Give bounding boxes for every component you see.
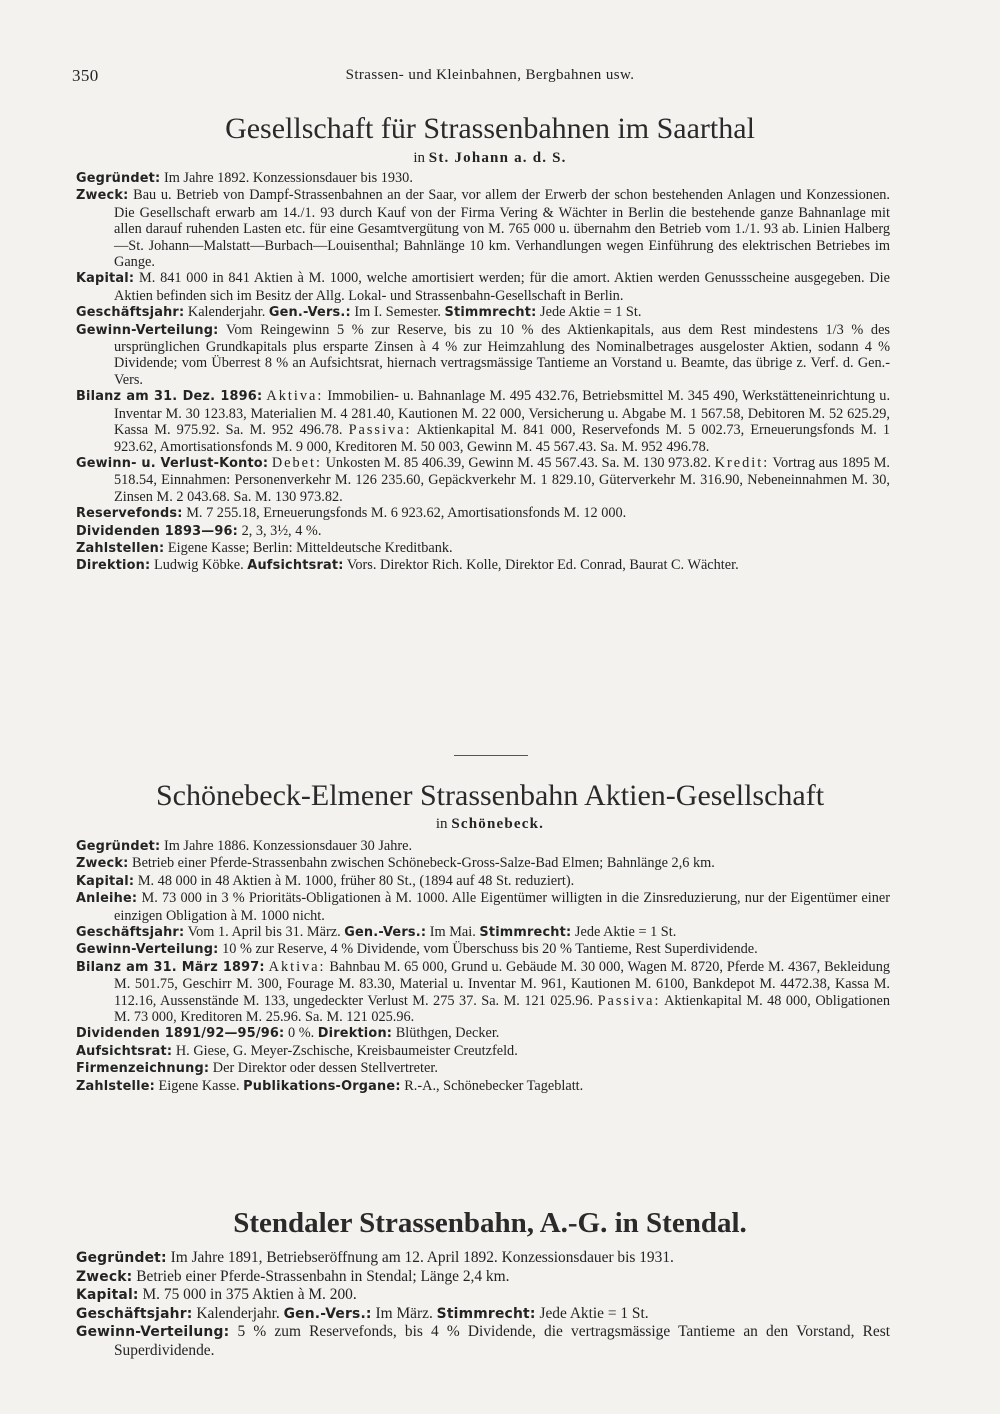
- text-gegruendet: Im Jahre 1891, Betriebseröffnung am 12. April 1892. Konzessionsdauer bis 1931.: [170, 1249, 674, 1266]
- text-direktion: Blüthgen, Decker.: [395, 1025, 500, 1042]
- label-guv: Gewinn- u. Verlust-Konto:: [76, 455, 269, 471]
- label-bilanz: Bilanz am 31. März 1897:: [76, 959, 265, 975]
- text-geschaeftsjahr: Vom 1. April bis 31. März.: [187, 924, 341, 941]
- entry-gegruendet: [76, 838, 890, 855]
- text-publikation: R.-A., Schönebecker Tageblatt.: [404, 1077, 584, 1094]
- section-body-saarthal: [76, 170, 890, 575]
- entry-geschaeftsjahr: [76, 924, 890, 941]
- entry-direktion: [76, 557, 890, 574]
- label-anleihe: Anleihe:: [76, 891, 138, 907]
- text-gegruendet: Im Jahre 1886. Konzessionsdauer 30 Jahre.: [163, 838, 413, 854]
- entry-gewinn: [76, 322, 890, 389]
- entry-geschaeftsjahr: [76, 1305, 890, 1324]
- page-header: [72, 66, 908, 90]
- entry-kapital: [76, 1286, 890, 1305]
- entry-geschaeftsjahr: [76, 304, 890, 321]
- text-gegruendet: Im Jahre 1892. Konzessionsdauer bis 1930.: [163, 170, 413, 186]
- entry-dividenden: [76, 1025, 890, 1042]
- text-reservefonds: M. 7 255.18, Erneuerungsfonds M. 6 923.62, Amortisationsfonds M. 12 000.: [186, 505, 627, 522]
- entry-gegruendet: [76, 170, 890, 187]
- label-kredit: Kredit:: [714, 454, 770, 471]
- entry-gewinn: [76, 1323, 890, 1359]
- label-zweck: Zweck:: [76, 1268, 133, 1285]
- entry-bilanz: [76, 388, 890, 455]
- label-genvers: Gen.-Vers.:: [268, 305, 351, 321]
- section-body-stendal: [76, 1249, 890, 1360]
- text-kapital: M. 75 000 in 375 Aktien à M. 200.: [142, 1286, 357, 1304]
- text-passiva: Aktienkapital M. 48 000, Obligationen M. 73 000, Kreditoren M. 25.96. Sa. M. 121 025.96.: [114, 992, 890, 1026]
- label-gegruendet: Gegründet:: [76, 171, 161, 186]
- label-reservefonds: Reservefonds:: [76, 506, 183, 522]
- entry-firmenzeichnung: [76, 1060, 890, 1077]
- label-geschaeftsjahr: Geschäftsjahr:: [76, 305, 185, 321]
- label-debet: Debet:: [271, 454, 322, 471]
- label-aktiva: Aktiva:: [268, 958, 326, 975]
- page-number: 350: [72, 66, 99, 85]
- text-kapital: M. 48 000 in 48 Aktien à M. 1000, früher 80 St., (1894 auf 48 St. reduziert).: [137, 872, 575, 889]
- label-direktion: Direktion:: [317, 1026, 393, 1042]
- section-title-stendal: Stendaler Strassenbahn, A.-G. in Stendal.: [233, 1207, 747, 1239]
- entry-zweck: [76, 1268, 890, 1287]
- text-dividenden: 0 %.: [287, 1025, 315, 1042]
- entry-anleihe: [76, 890, 890, 924]
- label-zweck: Zweck:: [76, 188, 129, 204]
- label-stimmrecht: Stimmrecht:: [444, 305, 537, 321]
- text-genvers: Im Mai.: [429, 924, 476, 941]
- label-aktiva: Aktiva:: [266, 388, 324, 405]
- text-zweck: Betrieb einer Pferde-Strassenbahn zwischen Schönebeck-Gross-Salze-Bad Elmen; Bahnlänge 2,6 km.: [132, 855, 715, 872]
- label-gewinn: Gewinn-Verteilung:: [76, 942, 219, 958]
- label-direktion: Direktion:: [76, 558, 151, 574]
- label-zweck: Zweck:: [76, 856, 129, 872]
- label-aufsichtsrat: Aufsichtsrat:: [247, 558, 344, 574]
- label-passiva: Passiva:: [348, 422, 412, 439]
- entry-aufsichtsrat: [76, 1043, 890, 1060]
- label-geschaeftsjahr: Geschäftsjahr:: [76, 925, 185, 941]
- text-zweck: Bau u. Betrieb von Dampf-Strassenbahnen an der Saar, vor allem der Erwerb der schon bestehenden Anlagen und Konzessionen. Die Gesellschaft erwarb am 14./1. 93 durch Kauf von der Firma Vering & Wächter in Berlin die bestehende ganze Bahnanlage mit allen darauf ruhenden Lasten etc. für eine Gesamtvergütung von M. 765 000 u. übernahm den Betrieb vom 1./1. 93 ab. Linien Halberg—St. Johann—Malstatt—Burbach—Louisenthal; Bahnlänge 10 km. Verhandlungen wegen Einführung des elektrischen Betriebes im Gange.: [114, 187, 891, 271]
- text-debet: Unkosten M. 85 406.39, Gewinn M. 45 567.43. Sa. M. 130 973.82.: [325, 454, 712, 471]
- label-kapital: Kapital:: [76, 271, 135, 287]
- text-aufsichtsrat: H. Giese, G. Meyer-Zschische, Kreisbaumeister Creutzfeld.: [175, 1042, 518, 1059]
- text-passiva: Aktienkapital M. 841 000, Reservefonds M. 5 002.73, Erneuerungsfonds M. 1 923.62, Amortisationsfonds M. 9 000, Kreditoren M. 50 003, Gewinn M. 45 567.43. Sa. M. 952 496.78.: [114, 422, 890, 455]
- label-geschaeftsjahr: Geschäftsjahr:: [76, 1305, 193, 1322]
- text-genvers: Im I. Semester.: [354, 304, 441, 321]
- text-zahlstellen: Eigene Kasse; Berlin: Mitteldeutsche Kreditbank.: [167, 539, 453, 556]
- text-dividenden: 2, 3, 3½, 4 %.: [241, 522, 322, 539]
- text-stimmrecht: Jede Aktie = 1 St.: [540, 304, 642, 321]
- entry-reservefonds: [76, 505, 890, 522]
- text-kapital: M. 841 000 in 841 Aktien à M. 1000, welche amortisiert werden; für die amort. Aktien werden Genussscheine ausgegeben. Die Aktien befinden sich im Besitz der Allg. Lokal- und Strassenbahn-Gesellschaft in Berlin.: [114, 270, 890, 304]
- text-anleihe: M. 73 000 in 3 % Prioritäts-Obligationen à M. 1000. Alle Eigentümer willigten in die Zinsreduzierung, nur der Eigentümer einer einzigen Obligation à M. 1000 nicht.: [114, 890, 891, 924]
- label-dividenden: Dividenden 1891/92—95/96:: [76, 1026, 285, 1042]
- label-firmenzeichnung: Firmenzeichnung:: [76, 1061, 210, 1077]
- entry-bilanz: [76, 959, 890, 1026]
- text-zweck: Betrieb einer Pferde-Strassenbahn in Stendal; Länge 2,4 km.: [136, 1267, 510, 1285]
- section-body-schoenebeck: [76, 838, 890, 1095]
- entry-zahlstellen: [76, 540, 890, 557]
- text-aufsichtsrat: Vors. Direktor Rich. Kolle, Direktor Ed. Conrad, Baurat C. Wächter.: [346, 557, 739, 574]
- entry-zweck: [76, 187, 890, 270]
- entry-gewinn: [76, 941, 890, 958]
- text-aktiva: Bahnbau M. 65 000, Grund u. Gebäude M. 30 000, Wagen M. 8720, Pferde M. 4367, Bekleidung M. 501.75, Geschirr M. 300, Fourage M. 83.30, Material u. Inventar M. 961, Kautionen M. 6100, Bankdepot M. 4472.38, Kassa M. 112.16, Aussenstände M. 133, ungedeckter Verlust M. 275 37. Sa. M. 121 025.96.: [114, 958, 891, 1009]
- text-stimmrecht: Jede Aktie = 1 St.: [539, 1304, 649, 1322]
- label-gewinn: Gewinn-Verteilung:: [76, 322, 219, 338]
- text-genvers: Im März.: [375, 1304, 433, 1322]
- label-genvers: Gen.-Vers.:: [344, 925, 427, 941]
- location-prefix: in: [413, 150, 426, 166]
- text-stimmrecht: Jede Aktie = 1 St.: [574, 924, 677, 941]
- text-aktiva: Immobilien- u. Bahnanlage M. 495 432.76, Betriebsmittel M. 345 490, Werkstätteneinrichtung u. Inventar M. 30 123.83, Materialien M. 4 281.40, Kautionen M. 22 000, Versicherung u. Abgabe M. 1 567.58, Debitoren M. 52 625.29, Kassa M. 975.92. Sa. M. 952 496.78.: [114, 388, 891, 439]
- label-kapital: Kapital:: [76, 1287, 139, 1304]
- label-gegruendet: Gegründet:: [76, 1250, 167, 1266]
- entry-zweck: [76, 855, 890, 872]
- text-geschaeftsjahr: Kalenderjahr.: [196, 1304, 280, 1322]
- label-gewinn: Gewinn-Verteilung:: [76, 1324, 230, 1341]
- section-title-schoenebeck: Schönebeck-Elmener Strassenbahn Aktien-Gesellschaft: [155, 779, 825, 812]
- text-zahlstelle: Eigene Kasse.: [158, 1077, 240, 1094]
- label-gegruendet: Gegründet:: [76, 839, 161, 854]
- section-location-schoenebeck: [72, 815, 908, 833]
- text-gewinn: Vom Reingewinn 5 % zur Reserve, bis zu 10 % des Aktienkapitals, aus dem Rest mindestens 1/3 % des ursprünglichen Grundkapitals plus ersparte Zinsen à 4 % zur Heimzahlung des Nominalbetrages ausgeloster Aktien, sodann 4 % Dividende; vom Überrest 8 % an Aufsichtsrat, hiernach vertragsmässige Tantieme an Vorstand u. Beamte, das übrige z. Verf. d. Gen.-Vers.: [114, 321, 890, 388]
- label-stimmrecht: Stimmrecht:: [479, 925, 572, 941]
- location-prefix: in: [435, 816, 448, 832]
- label-zahlstelle: Zahlstelle:: [76, 1078, 155, 1094]
- label-genvers: Gen.-Vers.:: [283, 1305, 372, 1322]
- entry-kapital: [76, 873, 890, 890]
- label-aufsichtsrat: Aufsichtsrat:: [76, 1043, 173, 1059]
- text-geschaeftsjahr: Kalenderjahr.: [187, 304, 266, 321]
- entry-guv: [76, 455, 890, 505]
- running-title: Strassen- und Kleinbahnen, Bergbahnen usw.: [345, 67, 635, 83]
- entry-zahlstelle: [76, 1078, 890, 1095]
- label-dividenden: Dividenden 1893—96:: [76, 523, 238, 539]
- section-divider: [454, 755, 528, 756]
- location-name: Schönebeck.: [451, 816, 545, 832]
- entry-kapital: [76, 270, 890, 304]
- entry-gegruendet: [76, 1249, 890, 1268]
- label-zahlstellen: Zahlstellen:: [76, 540, 165, 556]
- entry-dividenden: [76, 523, 890, 540]
- label-stimmrecht: Stimmrecht:: [436, 1305, 536, 1322]
- text-kredit: Vortrag aus 1895 M. 518.54, Einnahmen: Personenverkehr M. 126 235.60, Gepäckverkehr M. 1 829.10, Güterverkehr M. 316.90, Nebeneinnahmen M. 30, Zinsen M. 2 043.68. Sa. M. 130 973.82.: [114, 454, 890, 505]
- label-bilanz: Bilanz am 31. Dez. 1896:: [76, 389, 263, 405]
- text-gewinn: 5 % zum Reservefonds, bis 4 % Dividende, die vertragsmässige Tantieme an den Vorstand, Rest Superdividende.: [114, 1323, 890, 1359]
- text-firmenzeichnung: Der Direktor oder dessen Stellvertreter.: [212, 1060, 438, 1077]
- section-title-saarthal: Gesellschaft für Strassenbahnen im Saarthal: [225, 112, 755, 145]
- location-name: St. Johann a. d. S.: [428, 150, 567, 166]
- section-location-saarthal: [72, 149, 908, 167]
- label-passiva: Passiva:: [597, 992, 661, 1009]
- text-direktion: Ludwig Köbke.: [153, 557, 244, 574]
- text-gewinn: 10 % zur Reserve, 4 % Dividende, vom Überschuss bis 20 % Tantieme, Rest Superdividende.: [222, 941, 758, 958]
- label-publikation: Publikations-Organe:: [243, 1078, 401, 1094]
- label-kapital: Kapital:: [76, 873, 135, 889]
